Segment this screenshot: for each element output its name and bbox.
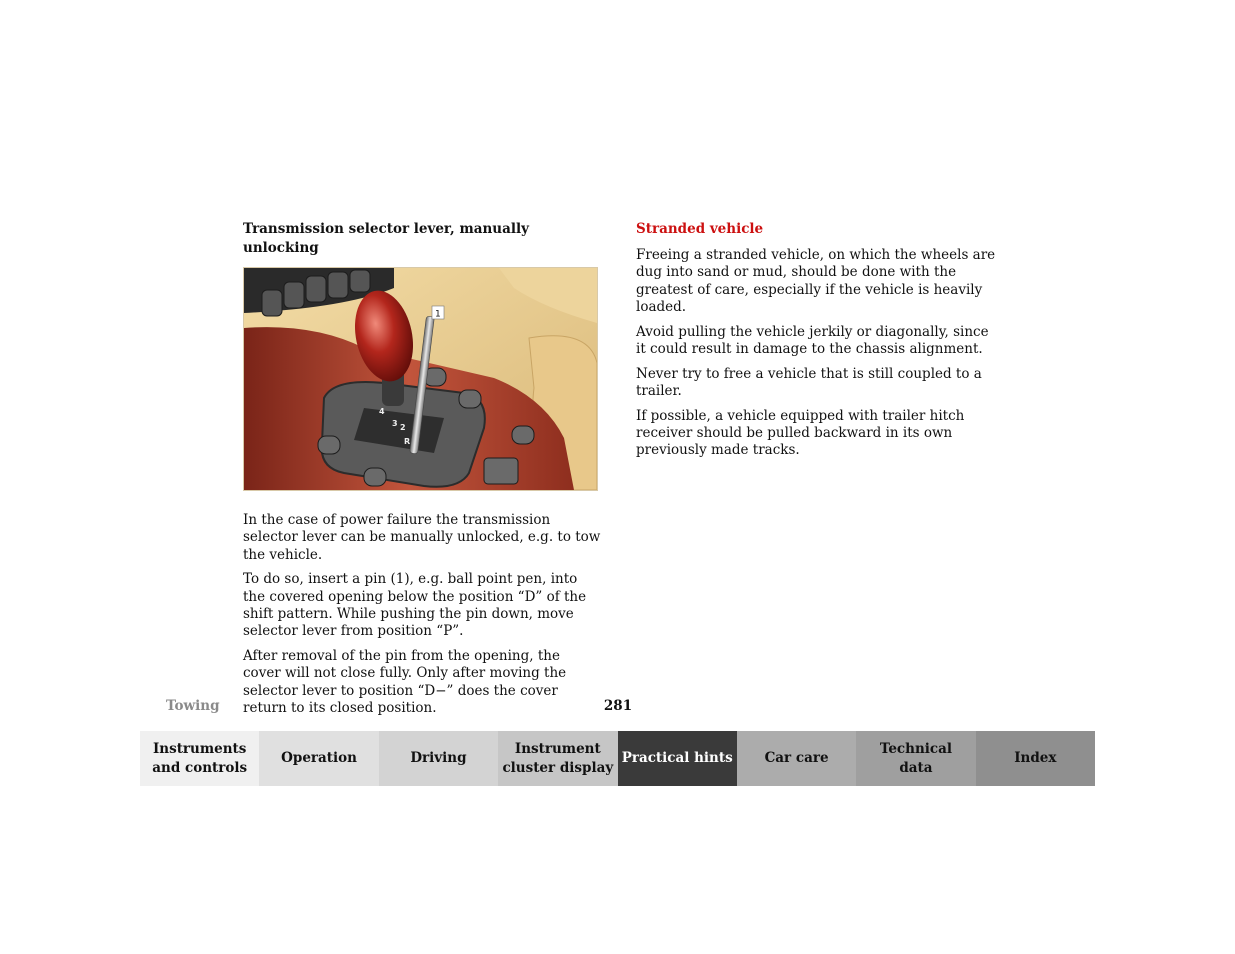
callout-label: 1 — [435, 309, 441, 320]
nav-tab-car-care[interactable]: Car care — [737, 731, 856, 786]
selector-lever-illustration — [243, 267, 598, 491]
right-column — [636, 220, 996, 467]
nav-tab-operation[interactable]: Operation — [259, 731, 378, 786]
section-title-stranded-vehicle: Stranded vehicle — [636, 221, 764, 237]
paragraph: In the case of power failure the transmission selector lever can be manually unlocked, e.g. to tow the vehicle. — [243, 512, 601, 563]
position-label-3: 3 — [392, 419, 398, 428]
paragraph: Avoid pulling the vehicle jerkily or diagonally, since it could result in damage to the chassis alignment. — [636, 323, 989, 357]
paragraph: Freeing a stranded vehicle, on which the wheels are dug into sand or mud, should be done with the greatest of care, especially if the vehicle is heavily loaded. — [636, 247, 996, 315]
chapter-navigation — [140, 731, 1095, 786]
nav-tab-instrument-cluster-display[interactable]: Instrument cluster display — [498, 731, 617, 786]
position-label-4: 4 — [379, 407, 385, 416]
paragraph: To do so, insert a pin (1), e.g. ball point pen, into the covered opening below the position “D” of the shift pattern. While pushing the pin down, move selector lever from position “P”. — [243, 571, 587, 640]
paragraph: If possible, a vehicle equipped with trailer hitch receiver should be pulled backward in its own previously made tracks. — [636, 407, 965, 459]
nav-tab-practical-hints[interactable]: Practical hints — [618, 731, 737, 786]
page-number: 281 — [603, 698, 633, 714]
nav-tab-driving[interactable]: Driving — [379, 731, 498, 786]
nav-tab-instruments-and-controls[interactable]: Instruments and controls — [140, 731, 259, 786]
position-label-2: 2 — [400, 423, 406, 432]
nav-tab-index[interactable]: Index — [976, 731, 1095, 786]
footer-section-name: Towing — [166, 698, 220, 714]
paragraph: Never try to free a vehicle that is still coupled to a trailer. — [636, 365, 982, 400]
nav-tab-technical-data[interactable]: Technical data — [856, 731, 975, 786]
position-label-r: R — [404, 437, 411, 446]
left-column — [243, 220, 601, 725]
section-title-selector-lever: Transmission selector lever, manually unlocking — [243, 221, 529, 256]
paragraph: After removal of the pin from the opening, the cover will not close fully. Only after moving the selector lever to position “D−” does the cover return to its closed position. — [243, 648, 567, 716]
